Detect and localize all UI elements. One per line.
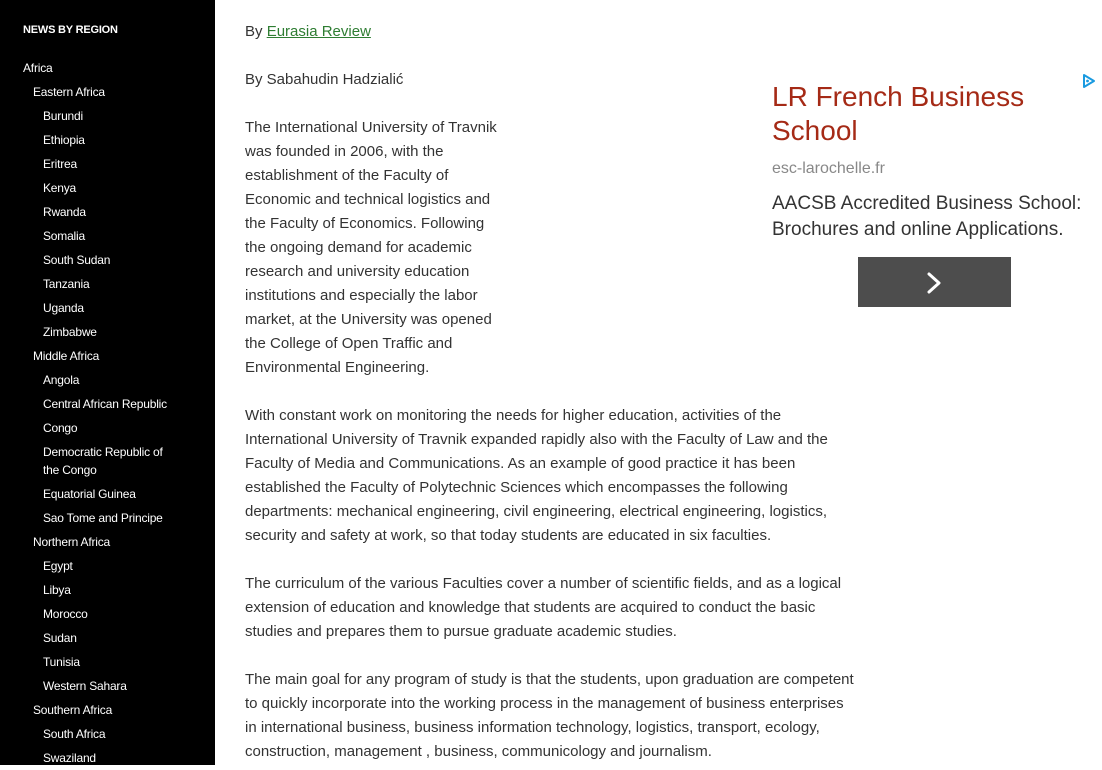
source-link[interactable]: Eurasia Review bbox=[266, 23, 371, 40]
region-item-kenya[interactable]: Kenya bbox=[43, 181, 77, 195]
region-item-dr-congo[interactable]: Democratic Republic of the Congo bbox=[43, 445, 163, 477]
chevron-right-icon bbox=[926, 272, 942, 294]
region-item-swaziland[interactable]: Swaziland bbox=[43, 751, 96, 765]
sidebar-heading: NEWS BY REGION bbox=[23, 24, 118, 36]
region-item-equatorial-guinea[interactable]: Equatorial Guinea bbox=[43, 487, 136, 501]
region-item-tunisia[interactable]: Tunisia bbox=[43, 655, 80, 669]
region-item-zimbabwe[interactable]: Zimbabwe bbox=[43, 325, 97, 339]
region-item-south-africa[interactable]: South Africa bbox=[43, 727, 106, 741]
region-item-western-sahara[interactable]: Western Sahara bbox=[43, 679, 127, 693]
region-item-eritrea[interactable]: Eritrea bbox=[43, 157, 77, 171]
article-paragraph: The main goal for any program of study is that the students, upon graduation are competent to quickly incorporate into the working process in the management of business enterprises in international business, business information technology, logistics, transport, ecology, construction, management , business, communicology and journalism. bbox=[245, 671, 854, 760]
region-item-south-sudan[interactable]: South Sudan bbox=[43, 253, 111, 267]
region-item-libya[interactable]: Libya bbox=[43, 583, 71, 597]
region-item-rwanda[interactable]: Rwanda bbox=[43, 205, 86, 219]
region-item-congo[interactable]: Congo bbox=[43, 421, 78, 435]
region-item-eastern-africa[interactable]: Eastern Africa bbox=[33, 85, 105, 99]
article-body bbox=[245, 0, 1082, 765]
region-item-egypt[interactable]: Egypt bbox=[43, 559, 73, 573]
article-paragraph: The International University of Travnik was founded in 2006, with the establishment of the Faculty of Economic and technical logistics and the Faculty of Economics. Following the ongoing demand for academic research and university education institutions and especially the labor market, at the University was opened the College of Open Traffic and Environmental Engineering. bbox=[245, 119, 497, 376]
region-item-somalia[interactable]: Somalia bbox=[43, 229, 85, 243]
region-item-sudan[interactable]: Sudan bbox=[43, 631, 77, 645]
ad-open-button[interactable] bbox=[858, 257, 1011, 307]
sponsored-ad[interactable] bbox=[772, 70, 1102, 315]
ad-title-link[interactable]: LR French Business School bbox=[772, 81, 1025, 146]
region-item-ethiopia[interactable]: Ethiopia bbox=[43, 133, 85, 147]
region-item-burundi[interactable]: Burundi bbox=[43, 109, 83, 123]
ad-url: esc-larochelle.fr bbox=[772, 160, 885, 177]
region-item-northern-africa[interactable]: Northern Africa bbox=[33, 535, 111, 549]
region-item-uganda[interactable]: Uganda bbox=[43, 301, 84, 315]
region-item-morocco[interactable]: Morocco bbox=[43, 607, 88, 621]
region-item-sao-tome-and-principe[interactable]: Sao Tome and Principe bbox=[43, 511, 163, 525]
article-paragraph: The curriculum of the various Faculties cover a number of scientific fields, and as a logical extension of education and knowledge that students are acquired to conduct the basic studies and prepares them to pursue graduate academic studies. bbox=[245, 575, 842, 640]
region-sidebar bbox=[0, 0, 215, 765]
byline-prefix: By bbox=[245, 23, 263, 40]
article-byline bbox=[245, 20, 371, 44]
adchoices-icon[interactable] bbox=[1082, 72, 1096, 86]
region-item-angola[interactable]: Angola bbox=[43, 373, 80, 387]
ad-description: AACSB Accredited Business School: Brochures and online Applications. bbox=[772, 193, 1082, 240]
region-item-africa[interactable]: Africa bbox=[23, 61, 53, 75]
article-author: By Sabahudin Hadzialić bbox=[245, 71, 404, 88]
article-paragraph: With constant work on monitoring the needs for higher education, activities of the International University of Travnik expanded rapidly also with the Faculty of Law and the Faculty of Media and Communications. As an example of good practice it has been established the Faculty of Polytechnic Sciences which encompasses the following departments: mechanical engineering, civil engineering, electrical engineering, logistics, security and safety at work, so that today students are educated in six faculties. bbox=[245, 407, 828, 544]
region-item-tanzania[interactable]: Tanzania bbox=[43, 277, 90, 291]
region-item-southern-africa[interactable]: Southern Africa bbox=[33, 703, 113, 717]
region-item-middle-africa[interactable]: Middle Africa bbox=[33, 349, 100, 363]
region-list bbox=[0, 56, 215, 770]
region-item-central-african-republic[interactable]: Central African Republic bbox=[43, 397, 167, 411]
